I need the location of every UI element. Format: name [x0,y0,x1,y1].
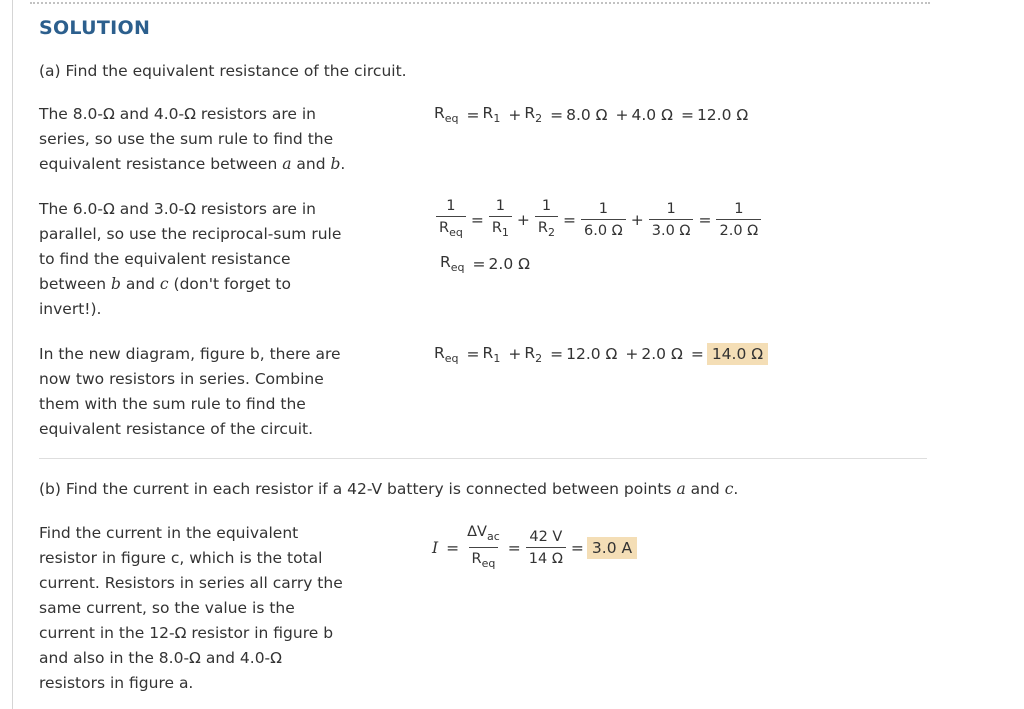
step1-explanation [39,102,379,177]
step3-equation: $R_{eq}$ = $R_1$ + $R_2$ = 12.0 Ω + 2.0 Ω = 14.0 Ω [434,343,773,365]
part-b-line: resistor in figure c, which is the total [39,549,323,567]
step2-equation: $\frac{1}{R_{eq}}$ = $\frac{1}{R_1}$ + $\frac{1}{R_2}$ = $\frac{1}{6.0 \Omega}$ + $\frac{1}{3.0 \Omega}$ = $\frac{1}{2.0 \Omega}$ [434,198,763,241]
step2-line: between b and c (don't forget to [39,275,291,293]
part-b-prompt: (b) Find the current in each resistor if a 42-V battery is connected between points a and c. [39,480,739,498]
step2-line: The 6.0-Ω and 3.0-Ω resistors are in [39,200,316,218]
final-answer-a: 14.0 Ω [707,343,768,365]
step2-line: invert!). [39,300,102,318]
step2-explanation [39,197,379,322]
part-a-prompt: (a) Find the equivalent resistance of the circuit. [39,62,407,80]
part-b-line: current. Resistors in series all carry the [39,574,343,592]
part-b-explanation [39,521,379,696]
part-b-line: same current, so the value is the [39,599,295,617]
step3-explanation [39,342,379,442]
step3-line: them with the sum rule to find the [39,395,306,413]
part-b-line: current in the 12-Ω resistor in figure b [39,624,334,642]
part-b-line: Find the current in the equivalent [39,524,299,542]
final-answer-b: 3.0 A [587,537,637,559]
part-b-equation: I = $\frac{\Delta V_{ac}}{R_{eq}}$ = $\frac{42 V}{14 \Omega}$ = 3.0 A [432,524,642,572]
step1-line: equivalent resistance between a and b. [39,155,346,173]
step1-equation: $R_{eq}$ = $R_1$ + $R_2$ = 8.0 Ω + 4.0 Ω = 12.0 Ω [434,104,749,125]
solution-title: SOLUTION [39,17,151,39]
step2-line: to find the equivalent resistance [39,250,291,268]
part-b-line: resistors in figure a. [39,674,194,692]
section-divider [39,458,927,459]
dotted-divider [30,2,930,4]
step1-line: series, so use the sum rule to find the [39,130,334,148]
step3-line: now two resistors in series. Combine [39,370,324,388]
step1-line: The 8.0-Ω and 4.0-Ω resistors are in [39,105,316,123]
step1-result: 12.0 Ω [696,105,749,124]
step3-line: In the new diagram, figure b, there are [39,345,341,363]
step3-line: equivalent resistance of the circuit. [39,420,314,438]
step2-line: parallel, so use the reciprocal-sum rule [39,225,342,243]
part-b-line: and also in the 8.0-Ω and 4.0-Ω [39,649,282,667]
step2-final-equation: $R_{eq}$ = 2.0 Ω [440,253,530,274]
